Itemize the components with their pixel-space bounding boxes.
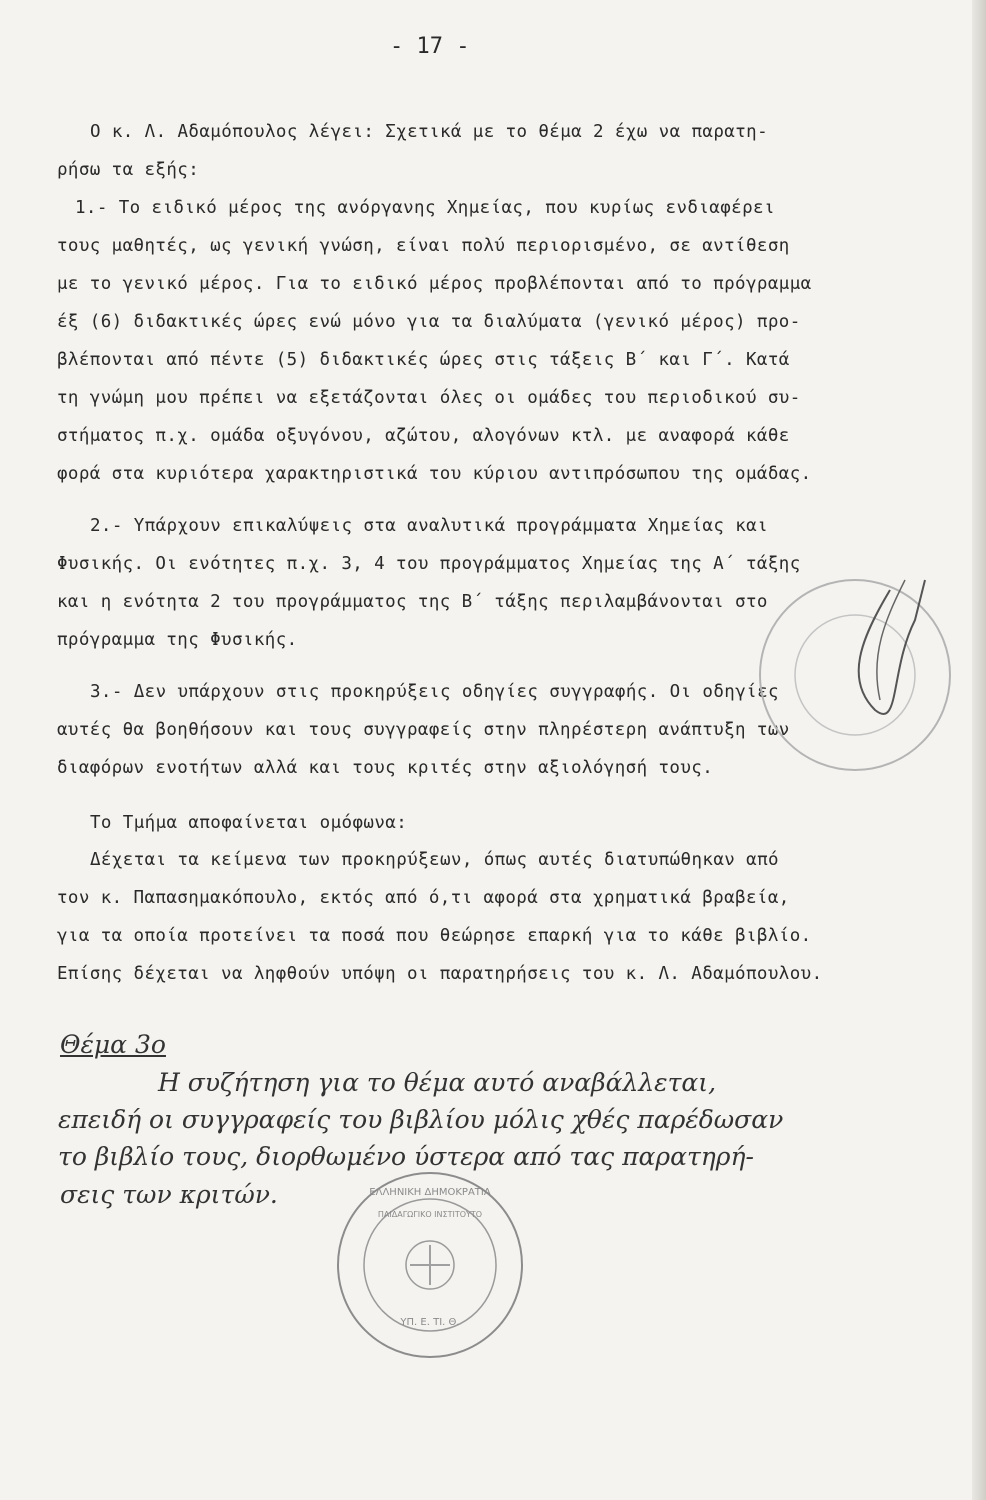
typed-line: διαφόρων ενοτήτων αλλά και τους κριτές στην αξιολόγησή τους. (57, 758, 714, 778)
typed-line: και η ενότητα 2 του προγράμματος της Β΄ τάξης περιλαμβάνονται στο (57, 592, 768, 612)
official-stamp (330, 1165, 530, 1365)
typed-line: 1.- Το ειδικό μέρος της ανόργανης Χημείας, που κυρίως ενδιαφέρει (75, 198, 775, 218)
typed-line: τον κ. Παπασημακόπουλο, εκτός από ό,τι αφορά στα χρηματικά βραβεία, (57, 888, 790, 908)
typed-line: Φυσικής. Οι ενότητες π.χ. 3, 4 του προγράμματος Χημείας της Α΄ τάξης (57, 554, 801, 574)
typed-line: Το Τμήμα αποφαίνεται ομόφωνα: (90, 813, 408, 833)
typed-line: 3.- Δεν υπάρχουν στις προκηρύξεις οδηγίες συγγραφής. Οι οδηγίες (90, 682, 779, 702)
typed-line: πρόγραμμα της Φυσικής. (57, 630, 298, 650)
typed-line: στήματος π.χ. ομάδα οξυγόνου, αζώτου, αλογόνων κτλ. με αναφορά κάθε (57, 426, 790, 446)
typed-line: τη γνώμη μου πρέπει να εξετάζονται όλες οι ομάδες του περιοδικού συ- (57, 388, 801, 408)
typed-line: για τα οποία προτείνει τα ποσά που θεώρησε επαρκή για το κάθε βιβλίο. (57, 926, 812, 946)
typed-line: Δέχεται τα κείμενα των προκηρύξεων, όπως αυτές διατυπώθηκαν από (90, 850, 779, 870)
typed-line: έξ (6) διδακτικές ώρες ενώ μόνο για τα διαλύματα (γενικό μέρος) προ- (57, 312, 801, 332)
typed-line: ρήσω τα εξής: (57, 160, 200, 180)
typed-line: φορά στα κυριότερα χαρακτηριστικά του κύριου αντιπρόσωπου της ομάδας. (57, 464, 812, 484)
handwritten-heading: Θέμα 3ο (60, 1030, 166, 1059)
handwritten-line: σεις των κριτών. (60, 1180, 278, 1209)
stamp-bottom-text: ΥΠ. Ε. ΤΙ. Θ. (400, 1317, 460, 1328)
stamp-upper-text: ΕΛΛΗΝΙΚΗ ΔΗΜΟΚΡΑΤΙΑ (369, 1187, 491, 1198)
faint-stamp (740, 560, 960, 790)
handwritten-line: επειδή οι συγγραφείς του βιβλίου μόλις χθές παρέδωσαν (58, 1105, 784, 1134)
typed-line: Ο κ. Λ. Αδαμόπουλος λέγει: Σχετικά με το θέμα 2 έχω να παρατη- (90, 122, 769, 142)
handwritten-line: Η συζήτηση για το θέμα αυτό αναβάλλεται, (158, 1068, 717, 1097)
typed-line: βλέπονται από πέντε (5) διδακτικές ώρες στις τάξεις Β΄ και Γ΄. Κατά (57, 350, 790, 370)
typed-line: με το γενικό μέρος. Για το ειδικό μέρος προβλέπονται από το πρόγραμμα (57, 274, 812, 294)
page-edge-shadow (972, 0, 986, 1500)
typed-line: Επίσης δέχεται να ληφθούν υπόψη οι παρατηρήσεις του κ. Λ. Αδαμόπουλου. (57, 964, 823, 984)
typed-line: 2.- Υπάρχουν επικαλύψεις στα αναλυτικά προγράμματα Χημείας και (90, 516, 769, 536)
typed-line: αυτές θα βοηθήσουν και τους συγγραφείς στην πληρέστερη ανάπτυξη των (57, 720, 790, 740)
stamp-ring-text: ΠΑΙΔΑΓΩΓΙΚΟ ΙΝΣΤΙΤΟΥΤΟ (377, 1210, 483, 1219)
typed-line: τους μαθητές, ως γενική γνώση, είναι πολύ περιορισμένο, σε αντίθεση (57, 236, 790, 256)
page-number: - 17 - (390, 34, 470, 59)
handwritten-line: το βιβλίο τους, διορθωμένο ύστερα από τας παρατηρή- (58, 1142, 754, 1171)
